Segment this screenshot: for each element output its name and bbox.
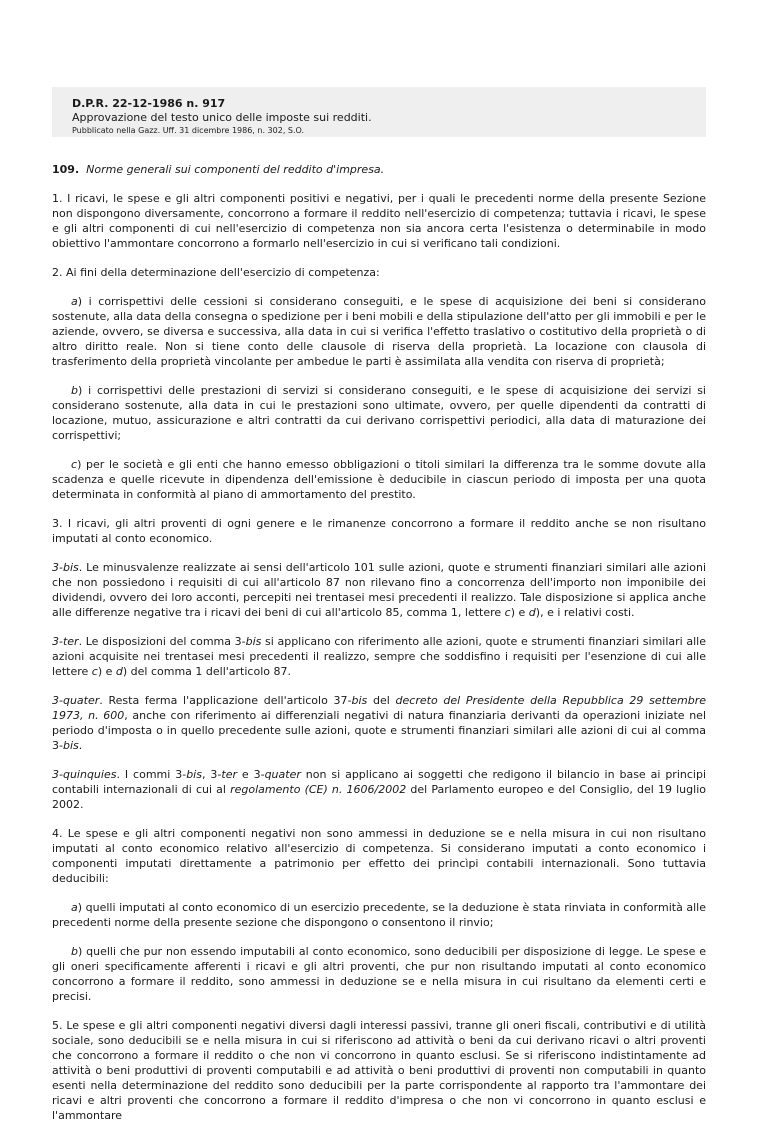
- paragraph-3-quinquies-text-1: . I commi 3-: [116, 768, 187, 781]
- paragraph-3-quinquies-text-4: non si applicano ai soggetti che redigono il bilancio in base ai principi contabili internazionali di cui al: [52, 768, 706, 796]
- paragraph-3-ter-text-2: si applicano con riferimento alle azioni, quote e strumenti finanziari similari alle azioni acquisite nei trentasei mesi precedenti il realizzo, sempre che soddisfino i requisiti per l'esenzione di cui alle lettere: [52, 635, 706, 678]
- document-header: [52, 87, 706, 137]
- paragraph-3-bis-text: . Le minusvalenze realizzate ai sensi dell'articolo 101 sulle azioni, quote e strumenti finanziari similari alle azioni che non possiedono i requisiti di cui all'articolo 87 non rilevano fino a concorrenza dell'importo non imponibile dei dividendi, ovvero dei loro acconti, percepiti nei trentasei mesi precedenti il realizzo. Tale disposizione si applica anche alle differenze negative tra i ricavi dei beni di cui all'articolo 85, comma 1, lettere: [52, 561, 706, 619]
- letter-c: c: [71, 458, 78, 471]
- paragraph-4b-text: ) quelli che pur non essendo imputabili al conto economico, sono deducibili per disposizione di legge. Le spese e gli oneri specificamente afferenti i ricavi e gli altri proventi, che pur non risultando imputati al conto economico concorrono a formare il reddito, sono ammessi in deduzione se e nella misura in cui risultano da elementi certi e precisi.: [52, 945, 706, 1003]
- paragraph-5: 5. Le spese e gli altri componenti negativi diversi dagli interessi passivi, tranne gli oneri fiscali, contributivi e di utilità sociale, sono deducibili se e nella misura in cui si riferiscono ad attività o beni da cui derivano ricavi o altri proventi che concorrono a formare il reddito o che non vi concorrono in quanto esclusi. Se si riferiscono indistintamente ad attività o beni produttivi di proventi computabili e ad attività o beni produttivi di proventi non computabili in quanto esenti nella determinazione del reddito sono deducibili per la parte corrispondente al rapporto tra l'ammontare dei ricavi e altri proventi che concorrono a formare il reddito d'impresa o che non vi concorrono in quanto esclusi e l'ammontare: [52, 1019, 706, 1122]
- paragraph-3-bis-end: ), e i relativi costi.: [535, 606, 635, 619]
- letter-c-ref: c: [504, 606, 511, 619]
- letter-d-ref: d: [115, 665, 123, 678]
- paragraph-4b: [52, 944, 706, 1004]
- paragraph-3-quater-text-3: , anche con riferimento ai differenziali negativi di natura finanziaria derivanti da operazioni iniziate nel periodo d'imposta o in quello precedente sulle azioni, quote e strumenti finanziari similari alle azioni di cui al comma 3-: [52, 709, 706, 752]
- decree-subtitle: Approvazione del testo unico delle imposte sui redditi.: [72, 111, 372, 124]
- bis-ref: bis: [351, 694, 368, 707]
- paragraph-3-ter-text-1: . Le disposizioni del comma 3-: [78, 635, 246, 648]
- paragraph-2c: [52, 457, 706, 502]
- paragraph-3-quater-text-2: del: [367, 694, 396, 707]
- paragraph-4a: [52, 900, 706, 930]
- letter-a: a: [71, 295, 78, 308]
- article-body: [52, 162, 706, 1137]
- bis-ref: bis: [245, 635, 262, 648]
- article-heading: [52, 162, 706, 177]
- paragraph-3-quinquies-text-2: , 3-: [201, 768, 222, 781]
- paragraph-3-ter-text-3: ) e: [97, 665, 116, 678]
- decree-title: D.P.R. 22-12-1986 n. 917: [72, 97, 226, 110]
- article-number: 109.: [52, 163, 80, 176]
- paragraph-3-quater: [52, 693, 706, 753]
- paragraph-3-ter: [52, 634, 706, 679]
- letter-b: b: [71, 384, 78, 397]
- paragraph-3-ter-text-4: ) del comma 1 dell'articolo 87.: [122, 665, 291, 678]
- letter-c-ref: c: [91, 665, 98, 678]
- quater-ref: quater: [264, 768, 301, 781]
- paragraph-2b-text: ) i corrispettivi delle prestazioni di servizi si considerano conseguiti, e le spese di acquisizione dei servizi si considerano sostenute, alla data in cui le prestazioni sono ultimate, ovvero, per quelle dipendenti da contratti di locazione, mutuo, assicurazione e altri contratti da cui derivano corrispettivi periodici, alla data di maturazione dei corrispettivi;: [52, 384, 706, 442]
- paragraph-1: 1. I ricavi, le spese e gli altri componenti positivi e negativi, per i quali le precedenti norme della presente Sezione non dispongono diversamente, concorrono a formare il reddito nell'esercizio di competenza; tuttavia i ricavi, le spese e gli altri componenti di cui nell'esercizio di competenza non sia ancora certa l'esistenza o determinabile in modo obiettivo l'ammontare concorrono a formarlo nell'esercizio in cui si verificano tali condizioni.: [52, 192, 706, 250]
- paragraph-2a-text: ) i corrispettivi delle cessioni si considerano conseguiti, e le spese di acquisizione dei beni si considerano sostenute, alla data della consegna o spedizione per i beni mobili e della stipulazione dell'atto per gli immobili e per le aziende, ovvero, se diversa e successiva, alla data in cui si verifica l'effetto traslativo o costitutivo della proprietà o di altro diritto reale. Non si tiene conto delle clausole di riserva della proprietà. La locazione con clausola di trasferimento della proprietà vincolante per ambedue le parti è assimilata alla vendita con riserva di proprietà;: [52, 295, 706, 368]
- bis-ref: bis: [62, 739, 79, 752]
- letter-b: b: [71, 945, 78, 958]
- paragraph-3: 3. I ricavi, gli altri proventi di ogni genere e le rimanenze concorrono a formare il reddito anche se non risultano imputati al conto economico.: [52, 517, 706, 545]
- paragraph-4a-text: ) quelli imputati al conto economico di un esercizio precedente, se la deduzione è stata rinviata in conformità alle precedenti norme della presente sezione che dispongono o consentono il rinvio;: [52, 901, 706, 929]
- paragraph-2c-text: ) per le società e gli enti che hanno emesso obbligazioni o titoli similari la differenza tra le somme dovute alla scadenza e quelle ricevute in dipendenza dell'emissione è deducibile in ciascun periodo di imposta per una quota determinata in conformità al piano di ammortamento del prestito.: [52, 458, 706, 501]
- paragraph-2: 2. Ai fini della determinazione dell'esercizio di competenza:: [52, 266, 380, 279]
- paragraph-2b: [52, 383, 706, 443]
- ter-ref: ter: [221, 768, 237, 781]
- bis-ref: bis: [186, 768, 202, 781]
- paragraph-3-bis: [52, 560, 706, 620]
- publication-note: Pubblicato nella Gazz. Uff. 31 dicembre 1986, n. 302, S.O.: [72, 126, 305, 135]
- article-title: Norme generali sui componenti del reddito d'impresa.: [86, 163, 385, 176]
- decree-reference-link[interactable]: decreto del Presidente della Repubblica 29 settembre 1973, n. 600: [52, 694, 707, 722]
- paragraph-3-quinquies-label: 3-quinquies: [52, 768, 117, 781]
- regulation-reference-link[interactable]: regolamento (CE) n. 1606/2002: [230, 783, 407, 796]
- letter-a: a: [71, 901, 78, 914]
- paragraph-3-bis-label: 3-bis: [52, 561, 79, 574]
- paragraph-3-bis-mid: ) e: [510, 606, 529, 619]
- paragraph-3-quater-text-1: . Resta ferma l'applicazione dell'articolo 37-: [99, 694, 352, 707]
- paragraph-3-quater-text-4: .: [78, 739, 83, 752]
- paragraph-4: 4. Le spese e gli altri componenti negativi non sono ammessi in deduzione se e nella misura in cui non risultano imputati al conto economico relativo all'esercizio di competenza. Si considerano imputati a conto economico i componenti imputati direttamente a patrimonio per effetto dei princìpi contabili internazionali. Sono tuttavia deducibili:: [52, 827, 706, 885]
- paragraph-3-quinquies: [52, 767, 706, 812]
- letter-d-ref: d: [528, 606, 536, 619]
- paragraph-3-quater-label: 3-quater: [52, 694, 100, 707]
- paragraph-3-ter-label: 3-ter: [52, 635, 79, 648]
- paragraph-3-quinquies-text-3: e 3-: [236, 768, 265, 781]
- paragraph-3-quinquies-text-5: del Parlamento europeo e del Consiglio, del 19 luglio 2002.: [52, 783, 706, 811]
- paragraph-2a: [52, 294, 706, 369]
